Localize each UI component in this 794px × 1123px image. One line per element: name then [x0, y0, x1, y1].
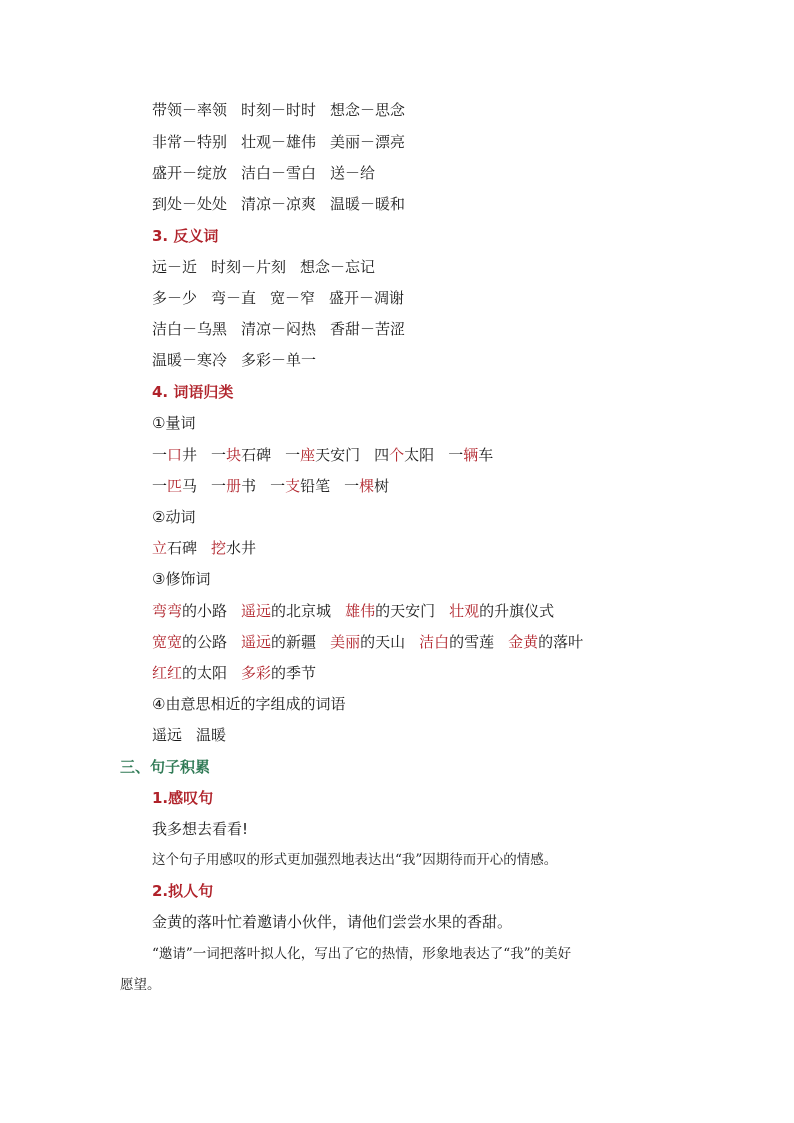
modifier-phrase: 宽宽的公路: [152, 633, 228, 651]
synonym-pair: 想念－思念: [330, 101, 406, 119]
synonym-pair: 洁白－雪白: [241, 164, 317, 182]
verb-phrase: 挖水井: [211, 539, 257, 557]
personification-sentence: 金黄的落叶忙着邀请小伙伴，请他们尝尝水果的香甜。: [152, 913, 513, 931]
measure-phrase: 一块石碑: [211, 446, 272, 464]
antonym-row: [152, 257, 375, 277]
personification-note-line: 愿望。: [120, 977, 161, 993]
similar-words-row: [152, 725, 226, 745]
measure-word-row: [152, 445, 493, 465]
antonym-pair: 时刻－片刻: [211, 258, 287, 276]
synonym-pair: 非常－特别: [152, 133, 228, 151]
measure-phrase: 一支铅笔: [270, 477, 331, 495]
synonym-pair: 清凉－凉爽: [241, 195, 317, 213]
modifier-phrase: 美丽的天山: [330, 633, 406, 651]
similar-words-label: ④由意思相近的字组成的词语: [152, 695, 346, 713]
modifier-phrase: 金黄的落叶: [508, 633, 584, 651]
synonym-row: [152, 100, 405, 120]
antonym-pair: 想念－忘记: [300, 258, 376, 276]
modifier-phrase: 遥远的北京城: [241, 602, 332, 620]
antonym-row: [152, 288, 404, 308]
antonym-pair: 盛开－凋谢: [329, 289, 405, 307]
exclamation-sentence: 我多想去看看!: [152, 820, 249, 838]
synonym-pair: 带领－率领: [152, 101, 228, 119]
antonym-row: [152, 319, 405, 339]
modifier-row: [152, 632, 583, 652]
synonym-pair: 壮观－雄伟: [241, 133, 317, 151]
antonym-pair: 多彩－单一: [241, 351, 317, 369]
sentences-section-heading: 三、句子积累: [120, 758, 211, 776]
measure-phrase: 一棵树: [344, 477, 390, 495]
synonym-row: [152, 132, 405, 152]
similar-word: 温暖: [196, 726, 227, 744]
antonym-pair: 远－近: [152, 258, 198, 276]
modifier-phrase: 红红的太阳: [152, 664, 228, 682]
synonym-pair: 温暖－暖和: [330, 195, 406, 213]
antonym-pair: 弯－直: [211, 289, 257, 307]
synonym-pair: 时刻－时时: [241, 101, 317, 119]
similar-word: 遥远: [152, 726, 183, 744]
synonym-row: [152, 194, 405, 214]
synonym-pair: 盛开－绽放: [152, 164, 228, 182]
antonyms-heading: 3. 反义词: [152, 227, 219, 245]
personification-note-line: “邀请”一词把落叶拟人化，写出了它的热情，形象地表达了“我”的美好: [152, 946, 572, 962]
measure-phrase: 一匹马: [152, 477, 198, 495]
modifier-row: [152, 601, 554, 621]
measure-phrase: 一座天安门: [285, 446, 361, 464]
modifier-row: [152, 663, 316, 683]
modifier-phrase: 壮观的升旗仪式: [449, 602, 555, 620]
synonym-row: [152, 163, 375, 183]
antonym-row: [152, 350, 316, 370]
synonym-pair: 到处－处处: [152, 195, 228, 213]
modifier-phrase: 洁白的雪莲: [419, 633, 495, 651]
antonym-pair: 香甜－苦涩: [330, 320, 406, 338]
verb-phrase: 立石碑: [152, 539, 198, 557]
classification-heading: 4. 词语归类: [152, 383, 234, 401]
measure-phrase: 一口井: [152, 446, 198, 464]
modifier-phrase: 遥远的新疆: [241, 633, 317, 651]
personification-heading: 2.拟人句: [152, 882, 214, 900]
modifier-phrase: 雄伟的天安门: [345, 602, 436, 620]
antonym-pair: 多－少: [152, 289, 198, 307]
synonym-pair: 送－给: [330, 164, 376, 182]
modifier-phrase: 弯弯的小路: [152, 602, 228, 620]
antonym-pair: 宽－窄: [270, 289, 316, 307]
verbs-label: ②动词: [152, 508, 196, 526]
antonym-pair: 温暖－寒冷: [152, 351, 228, 369]
measure-phrase: 一辆车: [448, 446, 494, 464]
measure-phrase: 四个太阳: [374, 446, 435, 464]
measure-phrase: 一册书: [211, 477, 257, 495]
antonym-pair: 清凉－闷热: [241, 320, 317, 338]
antonym-pair: 洁白－乌黑: [152, 320, 228, 338]
measure-words-label: ①量词: [152, 414, 196, 432]
modifier-phrase: 多彩的季节: [241, 664, 317, 682]
synonym-pair: 美丽－漂亮: [330, 133, 406, 151]
modifiers-label: ③修饰词: [152, 570, 211, 588]
measure-word-row: [152, 476, 389, 496]
verb-row: [152, 538, 256, 558]
exclamation-note: 这个句子用感叹的形式更加强烈地表达出“我”因期待而开心的情感。: [152, 852, 558, 868]
exclamation-heading: 1.感叹句: [152, 789, 214, 807]
